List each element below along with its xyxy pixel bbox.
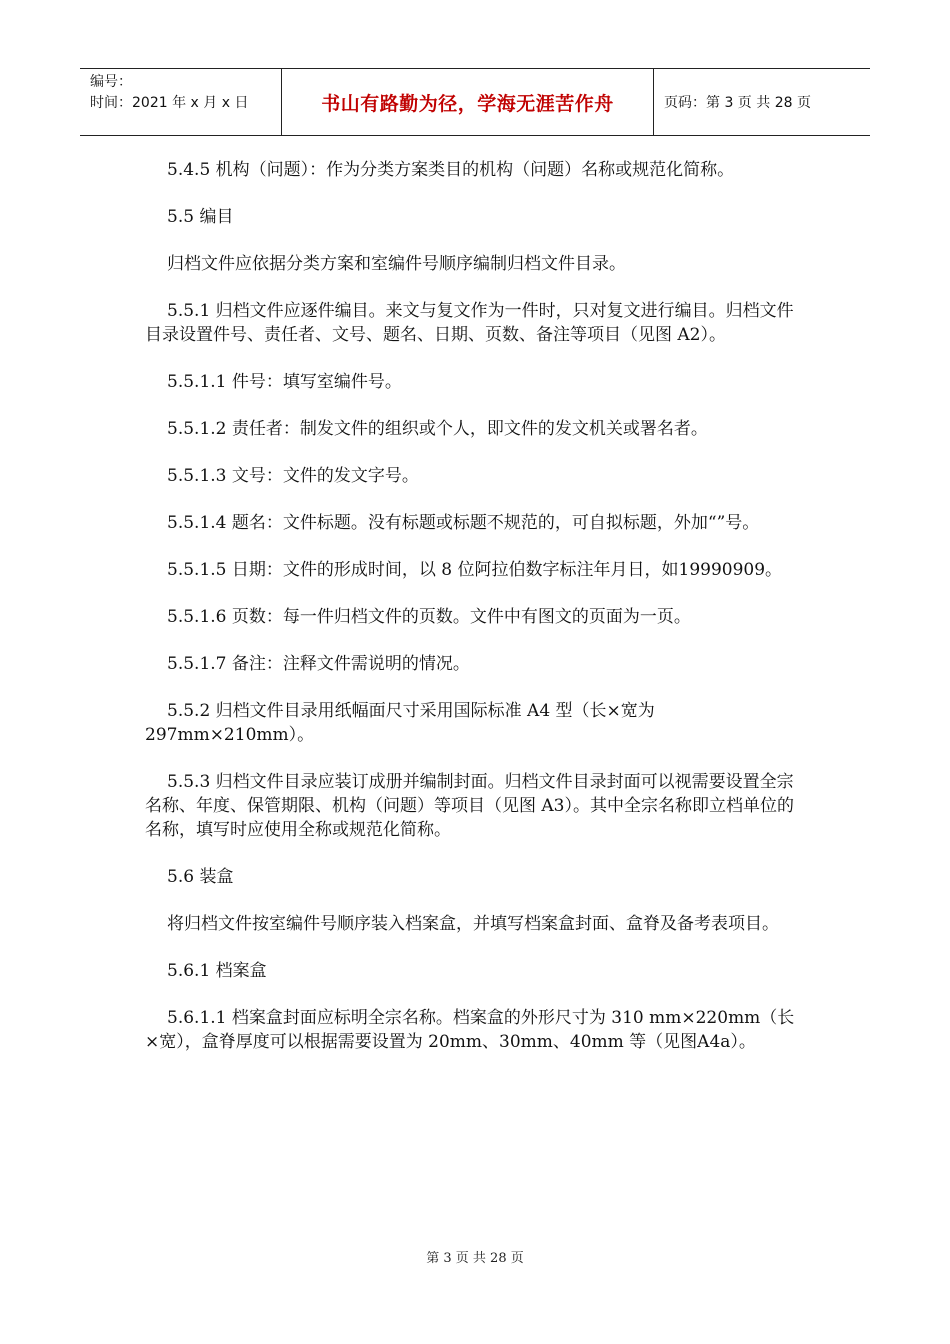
paragraph-5-5-1-5: 5.5.1.5 日期：文件的形成时间，以 8 位阿拉伯数字标注年月日，如19990909。 [167,560,783,580]
document-date-label: 时间：2021 年 x 月 x 日 [90,95,249,111]
paragraph-5-5-1-2: 5.5.1.2 责任者：制发文件的组织或个人，即文件的发文机关或署名者。 [167,419,708,439]
paragraph-5-4-5: 5.4.5 机构（问题）：作为分类方案类目的机构（问题）名称或规范化简称。 [167,160,735,180]
paragraph-intro-5-5: 归档文件应依据分类方案和室编件号顺序编制归档文件目录。 [167,254,626,274]
paragraph-5-5-3: 5.5.3 归档文件目录应装订成册并编制封面。归档文件目录封面可以视需要设置全宗名称、年度、保管期限、机构（问题）等项目（见图 A3）。其中全宗名称即立档单位的名称，填写时应使用全称或规范化简称。 [145,772,794,840]
paragraph-5-5-2: 5.5.2 归档文件目录用纸幅面尺寸采用国际标准 A4 型（长×宽为297mm×210mm）。 [145,701,655,745]
paragraph-5-5-1: 5.5.1 归档文件应逐件编目。来文与复文作为一件时，只对复文进行编目。归档文件目录设置件号、责任者、文号、题名、日期、页数、备注等项目（见图 A2）。 [145,301,794,345]
document-body [145,158,805,1077]
paragraph-5-5-1-4: 5.5.1.4 题名：文件标题。没有标题或标题不规范的，可自拟标题，外加“”号。 [167,513,760,533]
page-footer: 第 3 页 共 28 页 [426,1251,524,1266]
paragraph-intro-5-6: 将归档文件按室编件号顺序装入档案盒，并填写档案盒封面、盒脊及备考表项目。 [167,914,779,934]
paragraph-5-5-1-7: 5.5.1.7 备注：注释文件需说明的情况。 [167,654,470,674]
paragraph-5-5-1-6: 5.5.1.6 页数：每一件归档文件的页数。文件中有图文的页面为一页。 [167,607,691,627]
paragraph-5-6-1-1: 5.6.1.1 档案盒封面应标明全宗名称。档案盒的外形尺寸为 310 mm×220mm（长×宽），盒脊厚度可以根据需要设置为 20mm、30mm、40mm 等（见图A4a）。 [145,1008,795,1052]
section-heading-5-5: 5.5 编目 [167,207,234,227]
section-heading-5-6: 5.6 装盒 [167,867,234,887]
document-number-label: 编号： [90,74,132,90]
header-meta [80,69,282,135]
paragraph-5-5-1-1: 5.5.1.1 件号：填写室编件号。 [167,372,402,392]
header-motto: 书山有路勤为径，学海无涯苦作舟 [282,69,654,135]
paragraph-5-5-1-3: 5.5.1.3 文号：文件的发文字号。 [167,466,419,486]
header-page-info: 页码：第 3 页 共 28 页 [664,95,811,111]
paragraph-5-6-1: 5.6.1 档案盒 [167,961,267,981]
page-header [80,68,870,136]
